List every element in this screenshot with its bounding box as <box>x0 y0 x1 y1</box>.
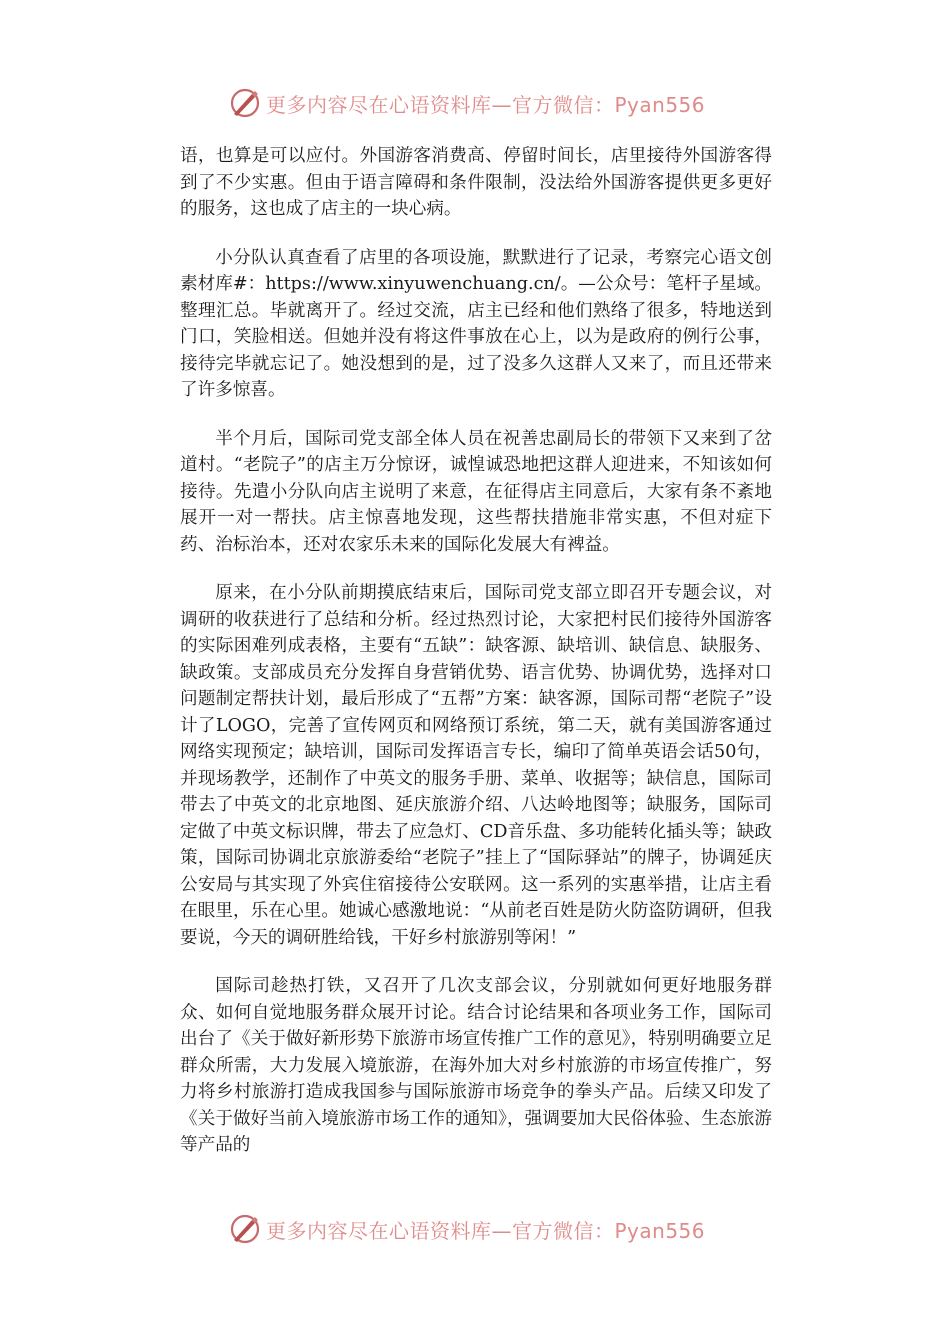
paragraph: 语，也算是可以应付。外国游客消费高、停留时间长，店里接待外国游客得到了不少实惠。但由于语言障碍和条件限制，没法给外国游客提供更多更好的服务，这也成了店主的一块心病。 <box>180 146 772 219</box>
paragraph: 国际司趁热打铁，又召开了几次支部会议，分别就如何更好地服务群众、如何自觉地服务群众展开讨论。结合讨论结果和各项业务工作，国际司出台了《关于做好新形势下旅游市场宣传推广工作的意见》，特别明确要立足群众所需，大力发展入境旅游，在海外加大对乡村旅游的市场宣传推广，努力将乡村旅游打造成我国参与国际旅游市场竞争的拳头产品。后续又印发了《关于做好当前入境旅游市场工作的通知》，强调要加大民俗体验、生态旅游等产品的 <box>180 976 772 1155</box>
pen-logo-icon <box>228 1212 262 1246</box>
pen-logo-icon <box>228 86 262 120</box>
footer-banner-text: 更多内容尽在心语资料库—官方微信：Pyan556 <box>266 1218 706 1243</box>
paragraph: 原来，在小分队前期摸底结束后，国际司党支部立即召开专题会议，对调研的收获进行了总结和分析。经过热烈讨论，大家把村民们接待外国游客的实际困难列成表格，主要有“五缺”：缺客源、缺培训、缺信息、缺服务、缺政策。支部成员充分发挥自身营销优势、语言优势、协调优势，选择对口问题制定帮扶计划，最后形成了“五帮”方案：缺客源，国际司帮“老院子”设计了LOGO，完善了宣传网页和网络预订系统，第二天，就有美国游客通过网络实现预定；缺培训，国际司发挥语言专长，编印了简单英语会话50句，并现场教学，还制作了中英文的服务手册、菜单、收据等；缺信息，国际司带去了中英文的北京地图、延庆旅游介绍、八达岭地图等；缺服务，国际司定做了中英文标识牌，带去了应急灯、CD音乐盘、多功能转化插头等；缺政策，国际司协调北京旅游委给“老院子”挂上了“国际驿站”的牌子，协调延庆公安局与其实现了外宾住宿接待公安联网。这一系列的实惠举措，让店主看在眼里，乐在心里。她诚心感激地说：“从前老百姓是防火防盗防调研，但我要说，今天的调研胜给钱，干好乡村旅游别等闲！” <box>180 583 772 948</box>
paragraph: 半个月后，国际司党支部全体人员在祝善忠副局长的带领下又来到了岔道村。“老院子”的店主万分惊讶，诚惶诚恐地把这群人迎进来，不知该如何接待。先遣小分队向店主说明了来意，在征得店主同意后，大家有条不紊地展开一对一帮扶。店主惊喜地发现，这些帮扶措施非常实惠，不但对症下药、治标治本，还对农家乐未来的国际化发展大有裨益。 <box>180 428 772 555</box>
header-banner <box>228 86 705 120</box>
header-banner-text: 更多内容尽在心语资料库—官方微信：Pyan556 <box>266 92 706 117</box>
paragraph: 小分队认真查看了店里的各项设施，默默进行了记录，考察完心语文创素材库#：https://www.xinyuwenchuang.cn/。—公众号：笔杆子星域。整理汇总。毕就离开了。经过交流，店主已经和他们熟络了很多，特地送到门口，笑脸相送。但她并没有将这件事放在心上，以为是政府的例行公事，接待完毕就忘记了。她没想到的是，过了没多久这群人又来了，而且还带来了许多惊喜。 <box>180 247 772 400</box>
document-body <box>180 143 772 1181</box>
footer-banner <box>228 1212 705 1246</box>
